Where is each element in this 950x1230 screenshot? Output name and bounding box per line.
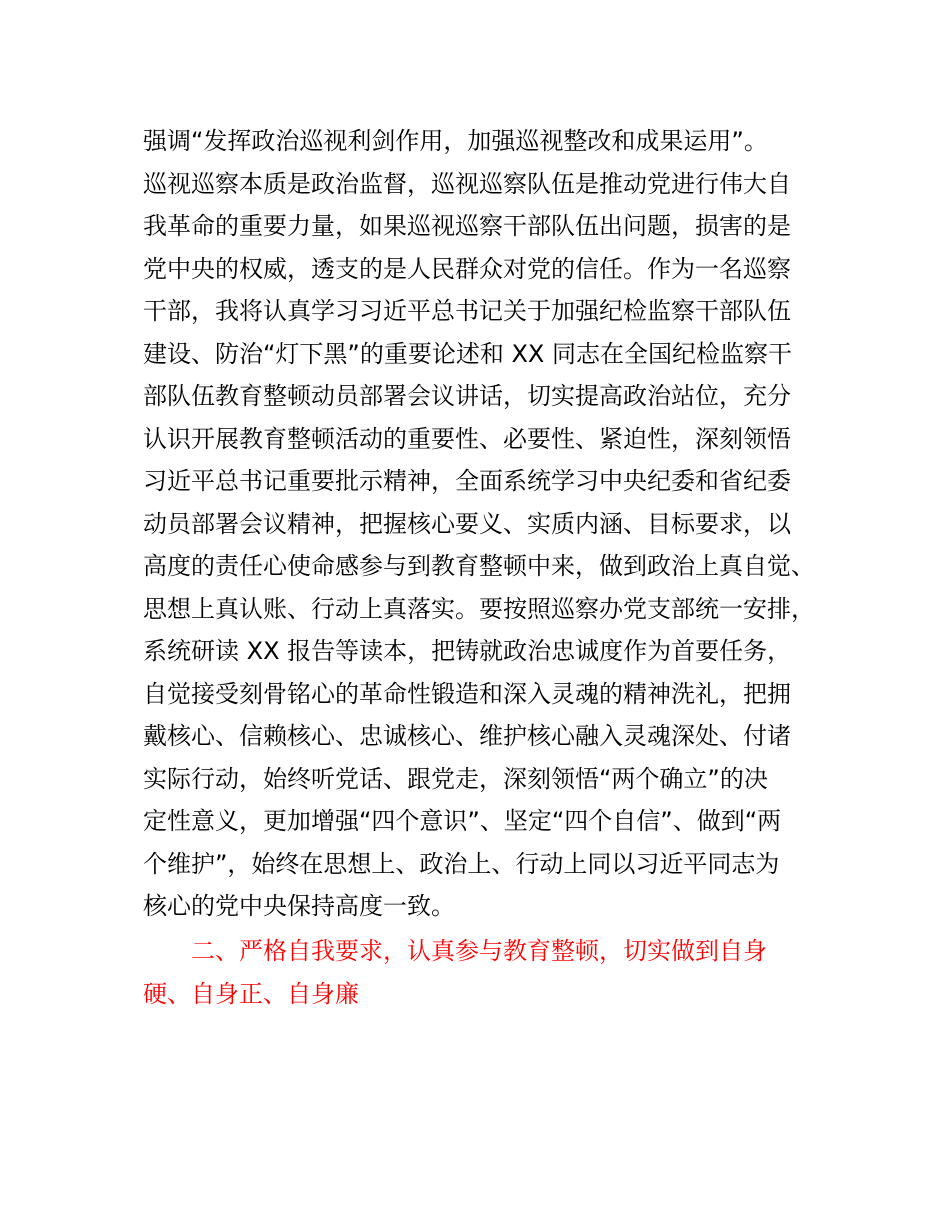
paragraph-line: 思想上真认账、行动上真落实。要按照巡察办党支部统一安排， — [143, 594, 815, 623]
body-paragraph — [143, 120, 823, 928]
paragraph-line: 党中央的权威，透支的是人民群众对党的信任。作为一名巡察 — [143, 254, 791, 283]
paragraph-line: 强调“发挥政治巡视利剑作用，加强巡视整改和成果运用”。 — [143, 127, 768, 155]
paragraph-line: 高度的责任心使命感参与到教育整顿中来，做到政治上真自觉、 — [143, 552, 815, 580]
heading-line: 硬、自身正、自身廉 — [143, 979, 359, 1008]
heading-line: 二、严格自我要求，认真参与教育整顿，切实做到自身 — [191, 937, 767, 965]
paragraph-line: 巡视巡察本质是政治监督，巡视巡察队伍是推动党进行伟大自 — [143, 169, 791, 198]
paragraph-line: 个维护”，始终在思想上、政治上、行动上同以习近平同志为 — [143, 849, 780, 878]
paragraph-line: 动员部署会议精神，把握核心要义、实质内涵、目标要求，以 — [143, 509, 791, 538]
paragraph-line: 戴核心、信赖核心、忠诚核心、维护核心融入灵魂深处、付诸 — [143, 722, 791, 750]
paragraph-line: 自觉接受刻骨铭心的革命性锻造和深入灵魂的精神洗礼，把拥 — [143, 679, 791, 708]
paragraph-line: 核心的党中央保持高度一致。 — [143, 892, 455, 920]
section-heading — [143, 930, 823, 1015]
paragraph-line: 实际行动，始终听党话、跟党走，深刻领悟“两个确立”的决 — [143, 764, 768, 793]
paragraph-line: 系统研读 XX 报告等读本，把铸就政治忠诚度作为首要任务， — [143, 637, 792, 665]
paragraph-line: 干部，我将认真学习习近平总书记关于加强纪检监察干部队伍 — [143, 297, 791, 325]
paragraph-line: 认识开展教育整顿活动的重要性、必要性、紧迫性，深刻领悟 — [143, 424, 791, 453]
paragraph-line: 习近平总书记重要批示精神，全面系统学习中央纪委和省纪委 — [143, 467, 791, 495]
paragraph-line: 定性意义，更加增强“四个意识”、坚定“四个自信”、做到“两 — [143, 807, 782, 835]
paragraph-line: 部队伍教育整顿动员部署会议讲话，切实提高政治站位，充分 — [143, 382, 791, 410]
paragraph-line: 建设、防治“灯下黑”的重要论述和 XX 同志在全国纪检监察干 — [143, 339, 793, 368]
paragraph-line: 我革命的重要力量，如果巡视巡察干部队伍出问题，损害的是 — [143, 212, 791, 240]
